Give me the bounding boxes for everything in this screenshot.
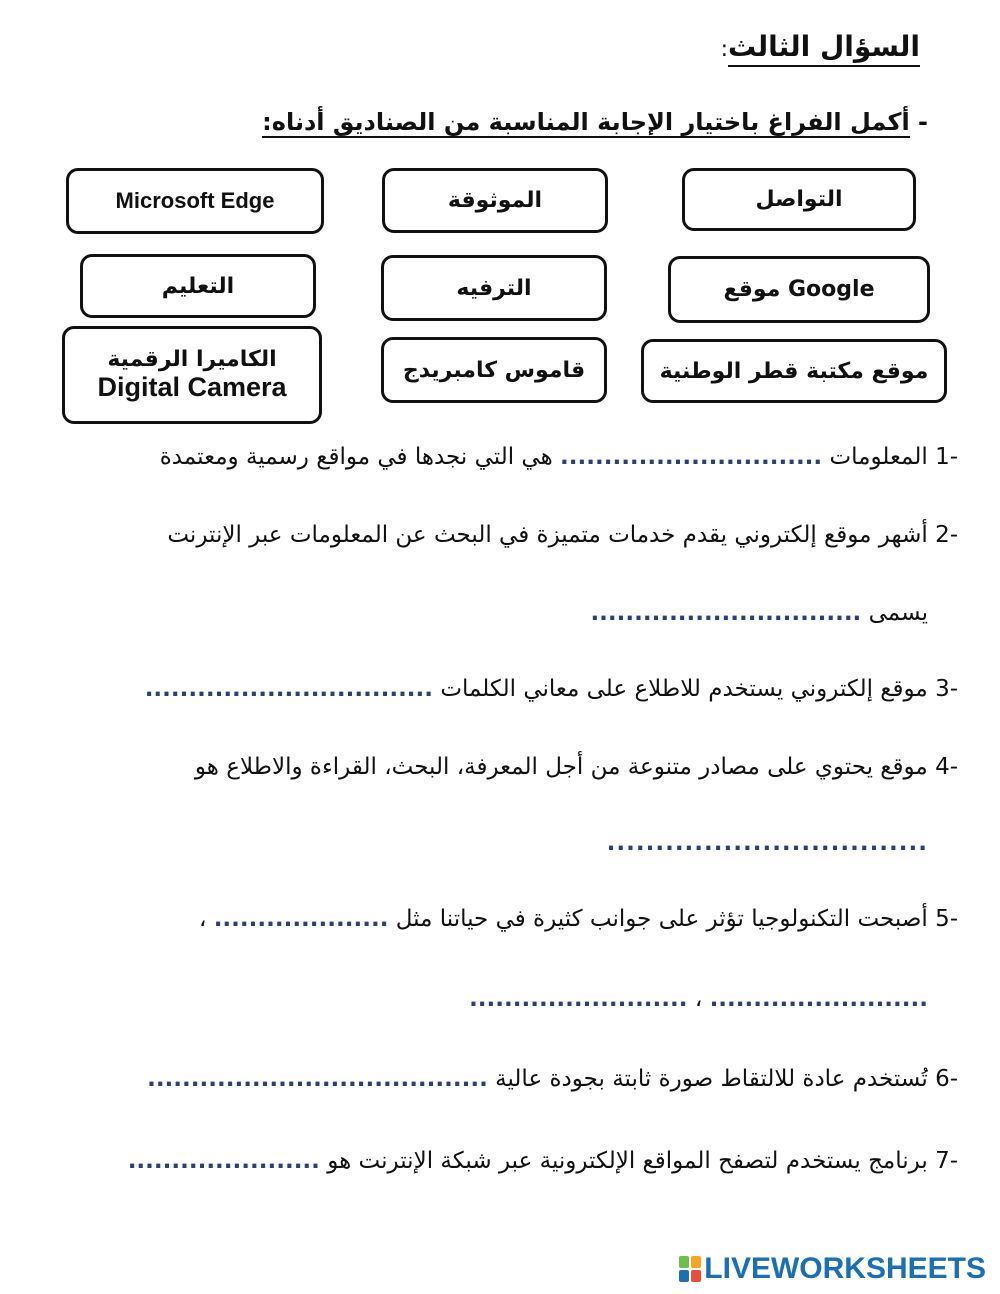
word-qatar-library-site: موقع مكتبة قطر الوطنية <box>659 358 929 384</box>
word-digital-camera-en: Digital Camera <box>97 372 287 402</box>
question-1-after: هي التي نجدها في مواقع رسمية ومعتمدة <box>159 444 553 470</box>
word-box-education[interactable] <box>80 254 316 318</box>
question-1 <box>160 444 958 470</box>
question-4-blank[interactable]: ................................. <box>606 830 928 856</box>
instruction <box>262 108 928 136</box>
word-box-microsoft-edge[interactable] <box>66 168 324 234</box>
question-5-blank-1[interactable]: .................... <box>213 906 389 932</box>
word-box-qatar-library-site[interactable] <box>641 339 947 403</box>
question-5-line2 <box>469 986 928 1012</box>
title-text: السؤال الثالث <box>728 30 920 67</box>
question-5 <box>199 906 958 932</box>
word-box-entertainment[interactable] <box>381 255 607 321</box>
word-microsoft-edge: Microsoft Edge <box>115 188 275 213</box>
question-2-blank[interactable]: ............................... <box>590 600 862 626</box>
question-4-text: موقع يحتوي على مصادر متنوعة من أجل المعرفة، البحث، القراءة والاطلاع هو <box>194 754 928 780</box>
word-box-communication[interactable] <box>682 168 916 231</box>
instruction-text: أكمل الفراغ باختيار الإجابة المناسبة من الصناديق أدناه: <box>262 108 910 136</box>
question-3 <box>145 676 958 702</box>
question-5-comma-2: ، <box>694 986 703 1012</box>
question-1-blank[interactable]: .............................. <box>560 444 823 470</box>
word-box-google-site[interactable] <box>668 256 930 323</box>
question-5-blank-2[interactable]: ......................... <box>709 986 928 1012</box>
word-cambridge-dictionary: قاموس كامبريدج <box>402 357 586 383</box>
instruction-dash: - <box>909 108 928 136</box>
word-communication: التواصل <box>755 187 843 212</box>
word-digital-camera-ar: الكاميرا الرقمية <box>107 347 277 372</box>
question-2-line2-text: يسمى <box>868 600 928 626</box>
word-google-site: موقع Google <box>723 277 875 302</box>
word-box-reliable[interactable] <box>382 168 608 233</box>
word-box-cambridge-dictionary[interactable] <box>381 337 607 403</box>
question-7-number: 7- <box>935 1148 958 1174</box>
question-2-number: 2- <box>935 522 958 548</box>
question-1-before: المعلومات <box>829 444 928 470</box>
question-5-blank-3[interactable]: ......................... <box>469 986 688 1012</box>
question-2-line2 <box>590 600 928 626</box>
word-box-digital-camera[interactable] <box>62 326 322 424</box>
liveworksheets-logo-icon <box>679 1256 701 1282</box>
question-5-text: أصبحت التكنولوجيا تؤثر على جوانب كثيرة في حياتنا مثل <box>395 906 928 932</box>
question-7 <box>128 1148 958 1174</box>
word-reliable: الموثوقة <box>447 188 543 213</box>
question-2-text: أشهر موقع إلكتروني يقدم خدمات متميزة في البحث عن المعلومات عبر الإنترنت <box>167 522 928 548</box>
question-5-number: 5- <box>935 906 958 932</box>
question-3-number: 3- <box>935 676 958 702</box>
title-colon: : <box>720 37 728 62</box>
question-1-number: 1- <box>935 444 958 470</box>
question-6-text: تُستخدم عادة للالتقاط صورة ثابتة بجودة عالية <box>495 1066 928 1092</box>
liveworksheets-logo-text: LIVEWORKSHEETS <box>704 1252 986 1285</box>
question-2 <box>167 522 958 548</box>
question-7-text: برنامج يستخدم لتصفح المواقع الإلكترونية عبر شبكة الإنترنت هو <box>327 1148 928 1174</box>
liveworksheets-logo <box>679 1252 986 1286</box>
question-4-number: 4- <box>935 754 958 780</box>
question-title <box>721 30 920 63</box>
question-6 <box>147 1066 958 1092</box>
question-3-text: موقع إلكتروني يستخدم للاطلاع على معاني الكلمات <box>440 676 928 702</box>
question-5-comma-1: ، <box>198 906 207 932</box>
question-7-blank[interactable]: ...................... <box>127 1148 320 1174</box>
question-6-blank[interactable]: ....................................... <box>147 1066 488 1092</box>
question-4-line2 <box>607 830 928 856</box>
question-3-blank[interactable]: ................................. <box>144 676 434 702</box>
word-entertainment: الترفيه <box>456 275 532 301</box>
question-6-number: 6- <box>935 1066 958 1092</box>
question-4 <box>195 754 958 780</box>
word-education: التعليم <box>161 273 235 299</box>
